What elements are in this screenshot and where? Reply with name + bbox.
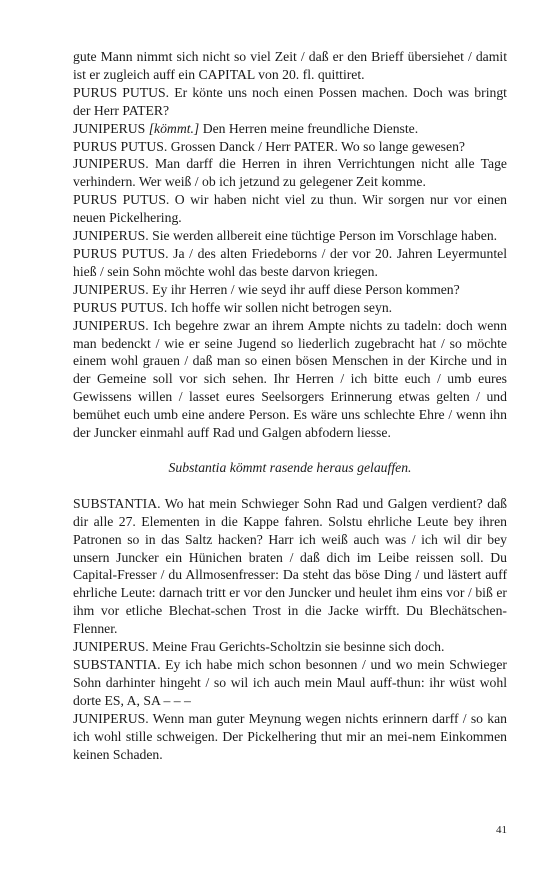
dialogue-line: JUNIPERUS. Ich begehre zwar an ihrem Ampte nichts zu tadeln: doch wenn man bedenckt / wie er seine Jugend so liederlich zugebracht hat / so möchte einem wohl grauen / daß man so einen bösen Menschen in der Kirche und in der Gemeine soll vor sich sehen. Ihr Herren / ich bitte euch / umb eures Gewissens willen / lasset eures Seelsorgers Erinnerung etwas gelten / und bemühet euch umb eine andere Person. Es wäre uns schlechte Ehre / wenn ihn der Juncker einmahl auff Rad und Galgen abfodern liesse.: [73, 317, 507, 441]
stage-direction: Substantia kömmt rasende heraus gelauffen.: [168, 459, 412, 475]
stage-direction-inline: [kömmt.]: [148, 120, 200, 136]
page-number: 41: [496, 824, 507, 836]
dialogue-line: PURUS PUTUS. Ich hoffe wir sollen nicht betrogen seyn.: [73, 299, 393, 315]
dialogue-line: SUBSTANTIA. Wo hat mein Schwieger Sohn Rad und Galgen verdient? daß dir alle 27. Elementen in die Kappe fahren. Solstu ehrliche Leute bey ihren Patronen so in das Saltz hacken? Harr ich weiß auch was / ich wil dir bey unsern Juncker ein Hünichen braten / daß dich im Leibe reissen soll. Du Capital-Fresser / du Allmosenfresser: Da steht das böse Ding / und lästert auff ehrliche Leute: darnach tritt er vor den Juncker und heulet ihm eins vor / biß er ihm vor etliche Blechat-schen Trost in die Jacke wirfft. Du Blechätschen-Flenner.: [73, 495, 507, 637]
dialogue-line: JUNIPERUS. Wenn man guter Meynung wegen nichts erinnern darff / so kan ich wohl stille schweigen. Der Pickelhering thut mir an mei-nem Einkommen keinen Schaden.: [73, 710, 507, 762]
dialogue-line: JUNIPERUS. Man darff die Herren in ihren Verrichtungen nicht alle Tage verhindern. Wer weiß / ob ich jetzund zu gelegener Zeit komme.: [73, 156, 507, 190]
dialogue-text: Den Herren meine freundliche Dienste.: [199, 120, 419, 136]
page-text-block: [73, 48, 507, 763]
speaker-name: JUNIPERUS: [73, 120, 146, 136]
dialogue-line: JUNIPERUS. Ey ihr Herren / wie seyd ihr auff diese Person kommen?: [73, 281, 460, 297]
dialogue-line: PURUS PUTUS. Grossen Danck / Herr PATER. Wo so lange gewesen?: [73, 138, 466, 154]
dialogue-line: PURUS PUTUS. Ja / des alten Friedeborns / der vor 20. Jahren Leyermuntel hieß / sein Sohn möchte wohl das beste darvon kriegen.: [73, 245, 507, 279]
dialogue-line: SUBSTANTIA. Ey ich habe mich schon besonnen / und wo mein Schwieger Sohn darhinter hingeht / so wil ich auch mein Maul auff-thun: ihr wüst wohl dorte ES, A, SA – – –: [73, 657, 507, 708]
dialogue-line: [73, 120, 507, 138]
paragraph: gute Mann nimmt sich nicht so viel Zeit / daß er den Brieff übersiehet / damit ist er zugleich auff ein CAPITAL von 20. fl. quittiret.: [73, 49, 507, 82]
dialogue-line: JUNIPERUS. Meine Frau Gerichts-Scholtzin sie besinne sich doch.: [73, 639, 445, 655]
dialogue-line: PURUS PUTUS. Er könte uns noch einen Possen machen. Doch was bringt der Herr PATER?: [73, 84, 507, 118]
dialogue-line: PURUS PUTUS. O wir haben nicht viel zu thun. Wir sorgen nur vor einen neuen Pickelhering.: [73, 192, 507, 226]
dialogue-line: JUNIPERUS. Sie werden allbereit eine tüchtige Person im Vorschlage haben.: [73, 228, 498, 244]
